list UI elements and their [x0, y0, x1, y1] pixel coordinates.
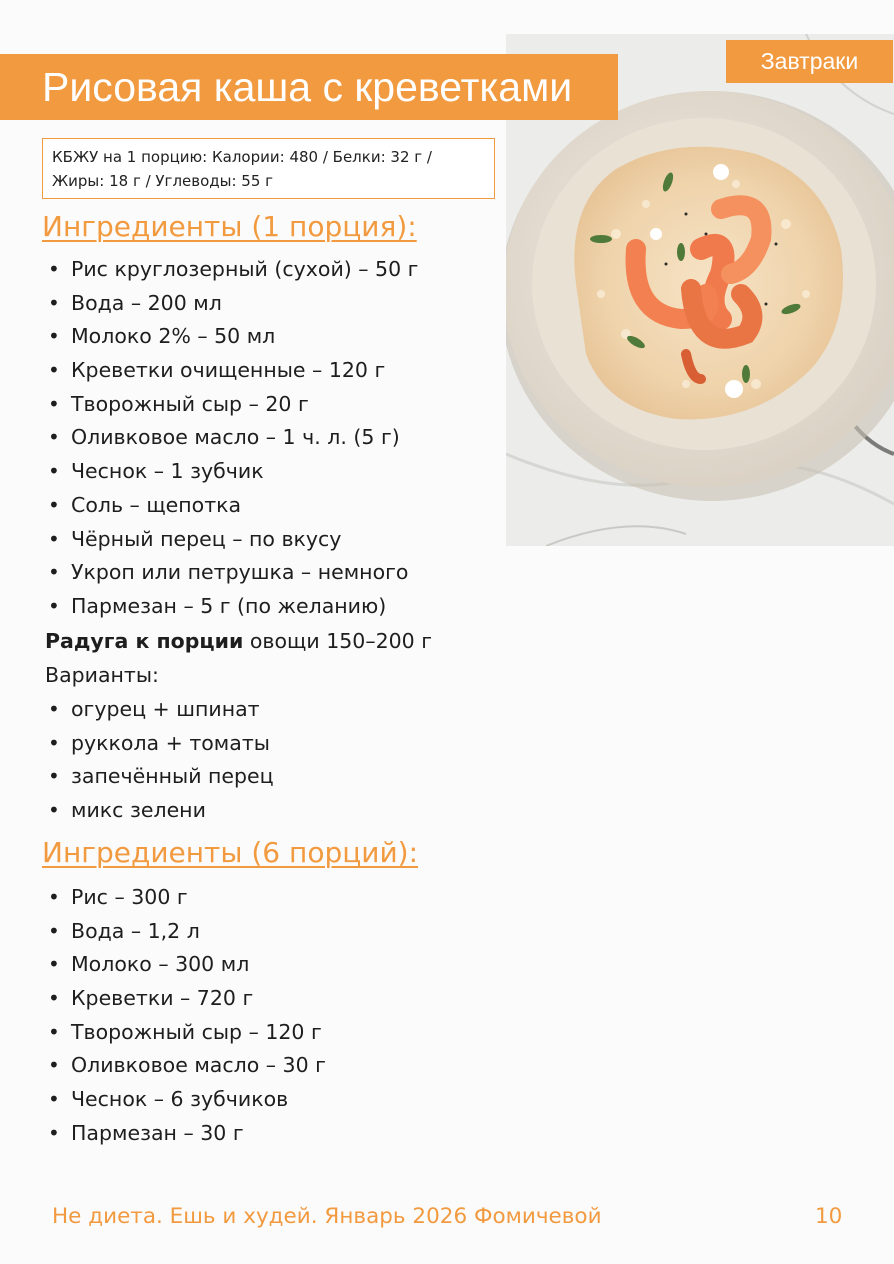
- list-item: • огурец + шпинат: [48, 693, 274, 727]
- bullet-icon: •: [48, 425, 60, 450]
- bullet-icon: •: [48, 492, 60, 517]
- bullet-icon: •: [48, 526, 60, 551]
- bullet-icon: •: [48, 290, 60, 315]
- list-item: • Пармезан – 30 г: [48, 1117, 326, 1151]
- list-item: • Чёрный перец – по вкусу: [48, 523, 418, 557]
- nutrition-line-1: КБЖУ на 1 порцию: Калории: 480 / Белки: 32 г /: [52, 148, 432, 166]
- list-item: • микс зелени: [48, 794, 274, 828]
- bullet-icon: •: [48, 257, 60, 281]
- bullet-icon: •: [48, 697, 60, 721]
- list-item: • Творожный сыр – 120 г: [48, 1016, 326, 1050]
- bullet-icon: •: [48, 560, 60, 585]
- ingredients-single-list: [48, 253, 418, 624]
- list-item: • Оливковое масло – 1 ч. л. (5 г): [48, 421, 418, 455]
- bullet-icon: •: [48, 764, 60, 789]
- list-item: • Молоко 2% – 50 мл: [48, 320, 418, 354]
- ingredients-six-list: [48, 881, 326, 1151]
- bullet-icon: •: [48, 1087, 60, 1112]
- bullet-icon: •: [48, 459, 60, 484]
- bullet-icon: •: [48, 593, 60, 618]
- bullet-icon: •: [48, 952, 60, 977]
- list-item: • Оливковое масло – 30 г: [48, 1049, 326, 1083]
- bullet-icon: •: [48, 391, 60, 416]
- bullet-icon: •: [48, 1120, 60, 1145]
- bullet-icon: •: [48, 1053, 60, 1078]
- ingredients-six-heading: Ингредиенты (6 порций):: [42, 836, 419, 869]
- bullet-icon: •: [48, 324, 60, 349]
- list-item: • Укроп или петрушка – немного: [48, 556, 418, 590]
- footer-text: Не диета. Ешь и худей. Январь 2026 Фомичевой: [52, 1204, 602, 1229]
- title-bar: [0, 54, 618, 120]
- nutrition-line-2: Жиры: 18 г / Углеводы: 55 г: [52, 172, 274, 190]
- rainbow-line: [45, 625, 432, 658]
- list-item: • Соль – щепотка: [48, 489, 418, 523]
- list-item: • Чеснок – 6 зубчиков: [48, 1083, 326, 1117]
- bullet-icon: •: [48, 885, 60, 909]
- bullet-icon: •: [48, 358, 60, 383]
- list-item: • Рис – 300 г: [48, 881, 326, 915]
- bullet-icon: •: [48, 1019, 60, 1044]
- bullet-icon: •: [48, 730, 60, 755]
- rainbow-text: овощи 150–200 г: [243, 629, 432, 653]
- variants-label: Варианты:: [45, 663, 159, 687]
- list-item: • Креветки – 720 г: [48, 982, 326, 1016]
- bullet-icon: •: [48, 918, 60, 943]
- list-item: • Чеснок – 1 зубчик: [48, 455, 418, 489]
- list-item: • Вода – 200 мл: [48, 287, 418, 321]
- list-item: • запечённый перец: [48, 760, 274, 794]
- list-item: • Креветки очищенные – 120 г: [48, 354, 418, 388]
- rainbow-label: Радуга к порции: [45, 629, 244, 653]
- list-item: • руккола + томаты: [48, 727, 274, 761]
- list-item: • Молоко – 300 мл: [48, 948, 326, 982]
- ingredients-single-heading: Ингредиенты (1 порция):: [42, 210, 417, 243]
- variants-list: [48, 693, 274, 828]
- category-badge: Завтраки: [726, 40, 893, 83]
- list-item: • Творожный сыр – 20 г: [48, 388, 418, 422]
- bullet-icon: •: [48, 986, 60, 1011]
- list-item: • Пармезан – 5 г (по желанию): [48, 590, 418, 624]
- page-number: 10: [815, 1204, 843, 1229]
- list-item: • Вода – 1,2 л: [48, 915, 326, 949]
- list-item: • Рис круглозерный (сухой) – 50 г: [48, 253, 418, 287]
- bullet-icon: •: [48, 798, 60, 823]
- nutrition-box: [42, 138, 495, 199]
- page-title: Рисовая каша с креветками: [42, 64, 573, 110]
